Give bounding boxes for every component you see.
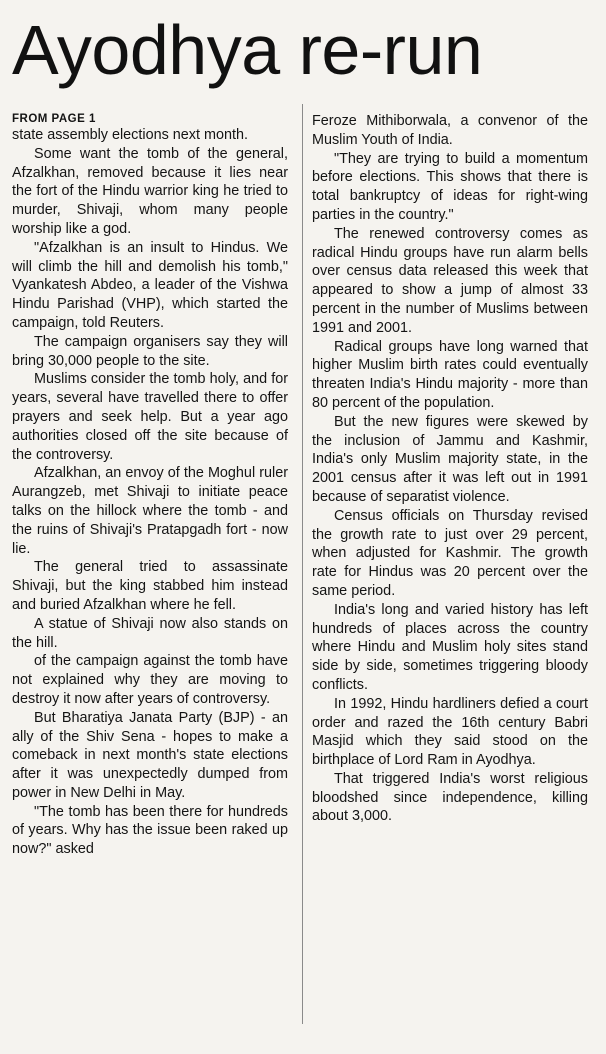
paragraph: The campaign organisers say they will bring 30,000 people to the site.: [12, 333, 288, 369]
paragraph: "They are trying to build a momentum before elections. This shows that there is total bankruptcy of ideas for right-wing parties in the country.": [312, 150, 588, 223]
paragraph: The general tried to assassinate Shivaji, but the king stabbed him instead and buried Afzalkhan where he fell.: [12, 559, 288, 613]
from-page-label: FROM PAGE 1: [12, 113, 96, 125]
paragraph: Some want the tomb of the general, Afzalkhan, removed because it lies near the fort of the Hindu warrior king he tried to murder, Shivaji, whom many people worship like a god.: [12, 145, 288, 237]
paragraph: Radical groups have long warned that higher Muslim birth rates could eventually threaten India's Hindu majority - more than 80 percent of the population.: [312, 338, 588, 411]
paragraph: The renewed controversy comes as radical Hindu groups have run alarm bells over census data released this week that appeared to show a jump of almost 33 percent in the number of Muslims between 1991 and 2001.: [312, 225, 588, 336]
paragraph: state assembly elections next month.: [12, 127, 248, 143]
paragraph: But the new figures were skewed by the inclusion of Jammu and Kashmir, India's only Muslim majority state, in the 2001 census after it was left out in 1991 because of separatist violence.: [312, 413, 588, 505]
paragraph: That triggered India's worst religious bloodshed since independence, killing about 3,000.: [312, 770, 588, 825]
paragraph: India's long and varied history has left hundreds of places across the country where Hindu and Muslim holy sites stand side by side, sometimes triggering bloody conflicts.: [312, 601, 588, 693]
paragraph: Afzalkhan, an envoy of the Moghul ruler Aurangzeb, met Shivaji to initiate peace talks on the hillock where the tomb - and the ruins of Shivaji's Pratapgadh fort - now lie.: [12, 465, 288, 557]
paragraph: of the campaign against the tomb have not explained why they are moving to destroy it now after years of controversy.: [12, 653, 288, 707]
headline: Ayodhya re-run: [12, 11, 483, 89]
paragraph: Census officials on Thursday revised the growth rate to just over 29 percent, when adjusted for Kashmir. The growth rate for Hindus was 20 percent over the same period.: [312, 507, 588, 599]
column-divider: [302, 104, 303, 1024]
left-column: [12, 112, 288, 859]
paragraph: "Afzalkhan is an insult to Hindus. We will climb the hill and demolish his tomb," Vyankatesh Abdeo, a leader of the Vishwa Hindu Parishad (VHP), which started the campaign, told Reuters.: [12, 239, 288, 331]
paragraph: Feroze Mithiborwala, a convenor of the Muslim Youth of India.: [312, 113, 588, 148]
right-column: [312, 112, 588, 826]
paragraph: Muslims consider the tomb holy, and for years, several have travelled there to offer prayers and seek help. But a year ago authorities closed off the site because of the controversy.: [12, 371, 288, 463]
paragraph: But Bharatiya Janata Party (BJP) - an ally of the Shiv Sena - hopes to make a comeback in next month's state elections after it was unexpectedly dumped from power in New Delhi in May.: [12, 709, 288, 801]
paragraph: "The tomb has been there for hundreds of years. Why has the issue been raked up now?" asked: [12, 803, 288, 858]
paragraph: A statue of Shivaji now also stands on the hill.: [12, 615, 288, 651]
paragraph: In 1992, Hindu hardliners defied a court order and razed the 16th century Babri Masjid which they said stood on the birthplace of Lord Ram in Ayodhya.: [312, 695, 588, 769]
